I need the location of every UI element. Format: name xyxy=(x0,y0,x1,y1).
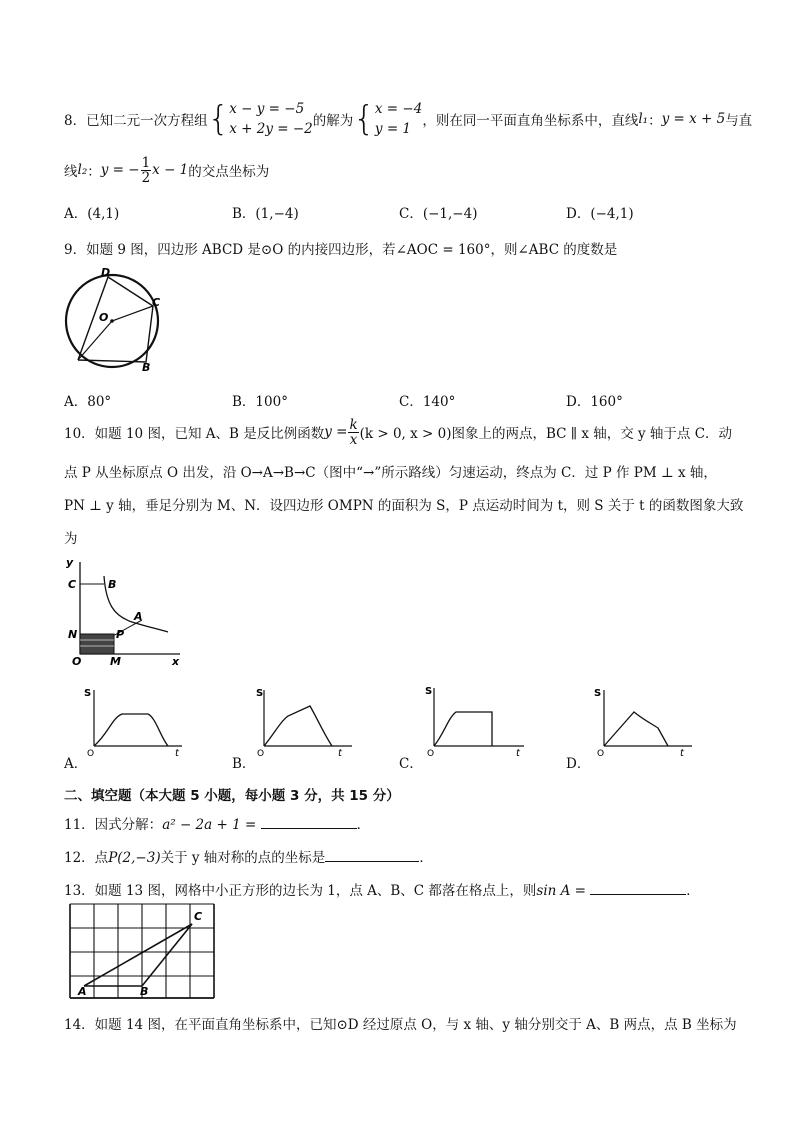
svg-text:t: t xyxy=(175,748,179,759)
svg-text:B: B xyxy=(108,578,117,591)
fraction-half: $\frac{1}{2}$ xyxy=(141,154,151,186)
svg-text:C: C xyxy=(68,578,77,591)
svg-text:A: A xyxy=(78,985,87,998)
q10-option-a[interactable]: A． xyxy=(64,756,88,772)
q8-option-d[interactable]: D．(−4,1) xyxy=(566,206,634,222)
q8-option-a[interactable]: A．(4,1) xyxy=(64,206,120,222)
line-l2-eq-b: x − 1 xyxy=(152,162,189,178)
svg-text:O: O xyxy=(87,749,95,759)
q10-graph-a[interactable] xyxy=(82,684,188,762)
q9-option-b[interactable]: B．100° xyxy=(232,394,288,410)
q8-text3: ，则在同一平面直角坐标系中，直线 xyxy=(422,113,639,129)
q13-expression: sin A = xyxy=(536,883,586,899)
q10-text1a: 10．如题 10 图，已知 A、B 是反比例函数 xyxy=(64,426,325,442)
q10-option-d[interactable]: D． xyxy=(566,756,591,772)
radii-aoc xyxy=(78,306,153,360)
svg-text:S: S xyxy=(256,688,264,699)
line-l2-eq-a: y = − xyxy=(100,162,140,178)
svg-text:B: B xyxy=(140,985,149,998)
triangle-abc xyxy=(84,924,192,986)
q9-option-c[interactable]: C．140° xyxy=(399,394,456,410)
q9-text: 9．如题 9 图，四边形 ABCD 是⊙O 的内接四边形，若∠AOC = 160°，则∠ABC 的度数是 xyxy=(64,242,618,258)
q8-text5: 与直 xyxy=(725,113,753,129)
svg-text:S: S xyxy=(84,688,92,699)
svg-text:O: O xyxy=(72,655,82,666)
q8-text1: 已知二元一次方程组 xyxy=(86,113,208,129)
label-c: C xyxy=(152,296,161,309)
q8-text7: ： xyxy=(87,164,101,180)
shaded-rect-ompn xyxy=(80,634,114,654)
sys2-row2: y = 1 xyxy=(374,121,412,137)
equation-system-1: { x − y = −5 x + 2y = −2 xyxy=(207,99,313,139)
q10-option-b[interactable]: B． xyxy=(232,756,256,772)
q10-line1 xyxy=(64,414,732,450)
svg-text:N: N xyxy=(68,628,78,641)
q8-line1 xyxy=(64,96,752,142)
q10-graph-b[interactable] xyxy=(252,684,358,762)
q9-option-a[interactable]: A．80° xyxy=(64,394,112,410)
q8-text8: 的交点坐标为 xyxy=(188,164,270,180)
sys1-row2: x + 2y = −2 xyxy=(229,121,313,137)
svg-text:C: C xyxy=(194,910,203,923)
label-b: B xyxy=(142,361,151,374)
line-l1-label: l₁ xyxy=(638,111,649,127)
q13-grid-figure xyxy=(66,902,222,1000)
q9-option-d[interactable]: D．160° xyxy=(566,394,623,410)
q11-expression: a² − 2a + 1 = xyxy=(162,817,257,833)
equation-system-2: { x = −4 y = 1 xyxy=(353,99,423,139)
q8-number: 8． xyxy=(64,113,87,129)
label-d: D xyxy=(101,266,111,279)
q12-point: P(2,−3) xyxy=(108,850,161,866)
q9-circle-figure xyxy=(60,264,170,376)
q8-text4: ： xyxy=(648,113,662,129)
q11-line: 11．因式分解：a² − 2a + 1 = ． xyxy=(64,813,370,833)
line-l2-label: l₂ xyxy=(77,162,88,178)
svg-text:O: O xyxy=(597,749,605,759)
sys1-row1: x − y = −5 xyxy=(229,101,305,117)
q10-graph-d[interactable] xyxy=(592,684,698,762)
svg-text:P: P xyxy=(116,628,125,641)
section-2-heading: 二、填空题（本大题 5 小题，每小题 3 分，共 15 分） xyxy=(64,788,400,804)
sys2-row1: x = −4 xyxy=(374,101,423,117)
svg-text:t: t xyxy=(680,748,684,759)
q10-hyperbola-figure xyxy=(62,554,190,666)
q10-func-y: y = xyxy=(324,424,348,440)
q10-text1b: (k > 0, x > 0)图象上的两点，BC ∥ x 轴，交 y 轴于点 C．动 xyxy=(359,426,733,442)
svg-text:t: t xyxy=(516,748,520,759)
q8-text6: 线 xyxy=(64,164,78,180)
q8-text2: 的解为 xyxy=(312,113,354,129)
svg-text:S: S xyxy=(425,686,433,697)
q11-answer-blank[interactable] xyxy=(261,814,357,829)
svg-text:O: O xyxy=(257,749,265,759)
svg-text:S: S xyxy=(594,688,602,699)
q12-answer-blank[interactable] xyxy=(325,847,419,862)
q13-answer-blank[interactable] xyxy=(590,880,686,895)
center-point xyxy=(110,319,114,323)
q8-option-b[interactable]: B．(1,−4) xyxy=(232,206,299,222)
q10-graph-c[interactable] xyxy=(422,680,528,762)
svg-text:y: y xyxy=(66,556,74,569)
q10-option-c[interactable]: C． xyxy=(399,756,423,772)
line-l1-equation: y = x + 5 xyxy=(661,111,726,127)
svg-text:x: x xyxy=(172,655,180,666)
svg-text:M: M xyxy=(110,655,121,666)
q8-line2 xyxy=(64,152,269,188)
q13-line: 13．如题 13 图，网格中小正方形的边长为 1，点 A、B、C 都落在格点上，则sin A = ． xyxy=(64,879,700,899)
q10-line2: 点 P 从坐标原点 O 出发，沿 O→A→B→C（图中“→”所示路线）匀速运动，终点为 C．过 P 作 PM ⊥ x 轴， xyxy=(64,465,717,481)
q8-option-c[interactable]: C．(−1,−4) xyxy=(399,206,478,222)
label-o: O xyxy=(99,311,109,324)
q10-line4: 为 xyxy=(64,531,78,547)
q10-line3: PN ⊥ y 轴，垂足分别为 M、N．设四边形 OMPN 的面积为 S，P 点运动时间为 t，则 S 关于 t 的函数图象大致 xyxy=(64,498,744,514)
q12-line: 12．点P(2,−3)关于 y 轴对称的点的坐标是 ． xyxy=(64,846,433,866)
svg-text:A: A xyxy=(134,610,143,623)
svg-text:t: t xyxy=(338,748,342,759)
svg-text:O: O xyxy=(427,749,435,759)
q14-text: 14．如题 14 图，在平面直角坐标系中，已知⊙D 经过原点 O，与 x 轴、y 轴分别交于 A、B 两点，点 B 坐标为 xyxy=(64,1017,737,1033)
fraction-k-over-x: $\frac{k}{x}$ xyxy=(349,416,358,448)
